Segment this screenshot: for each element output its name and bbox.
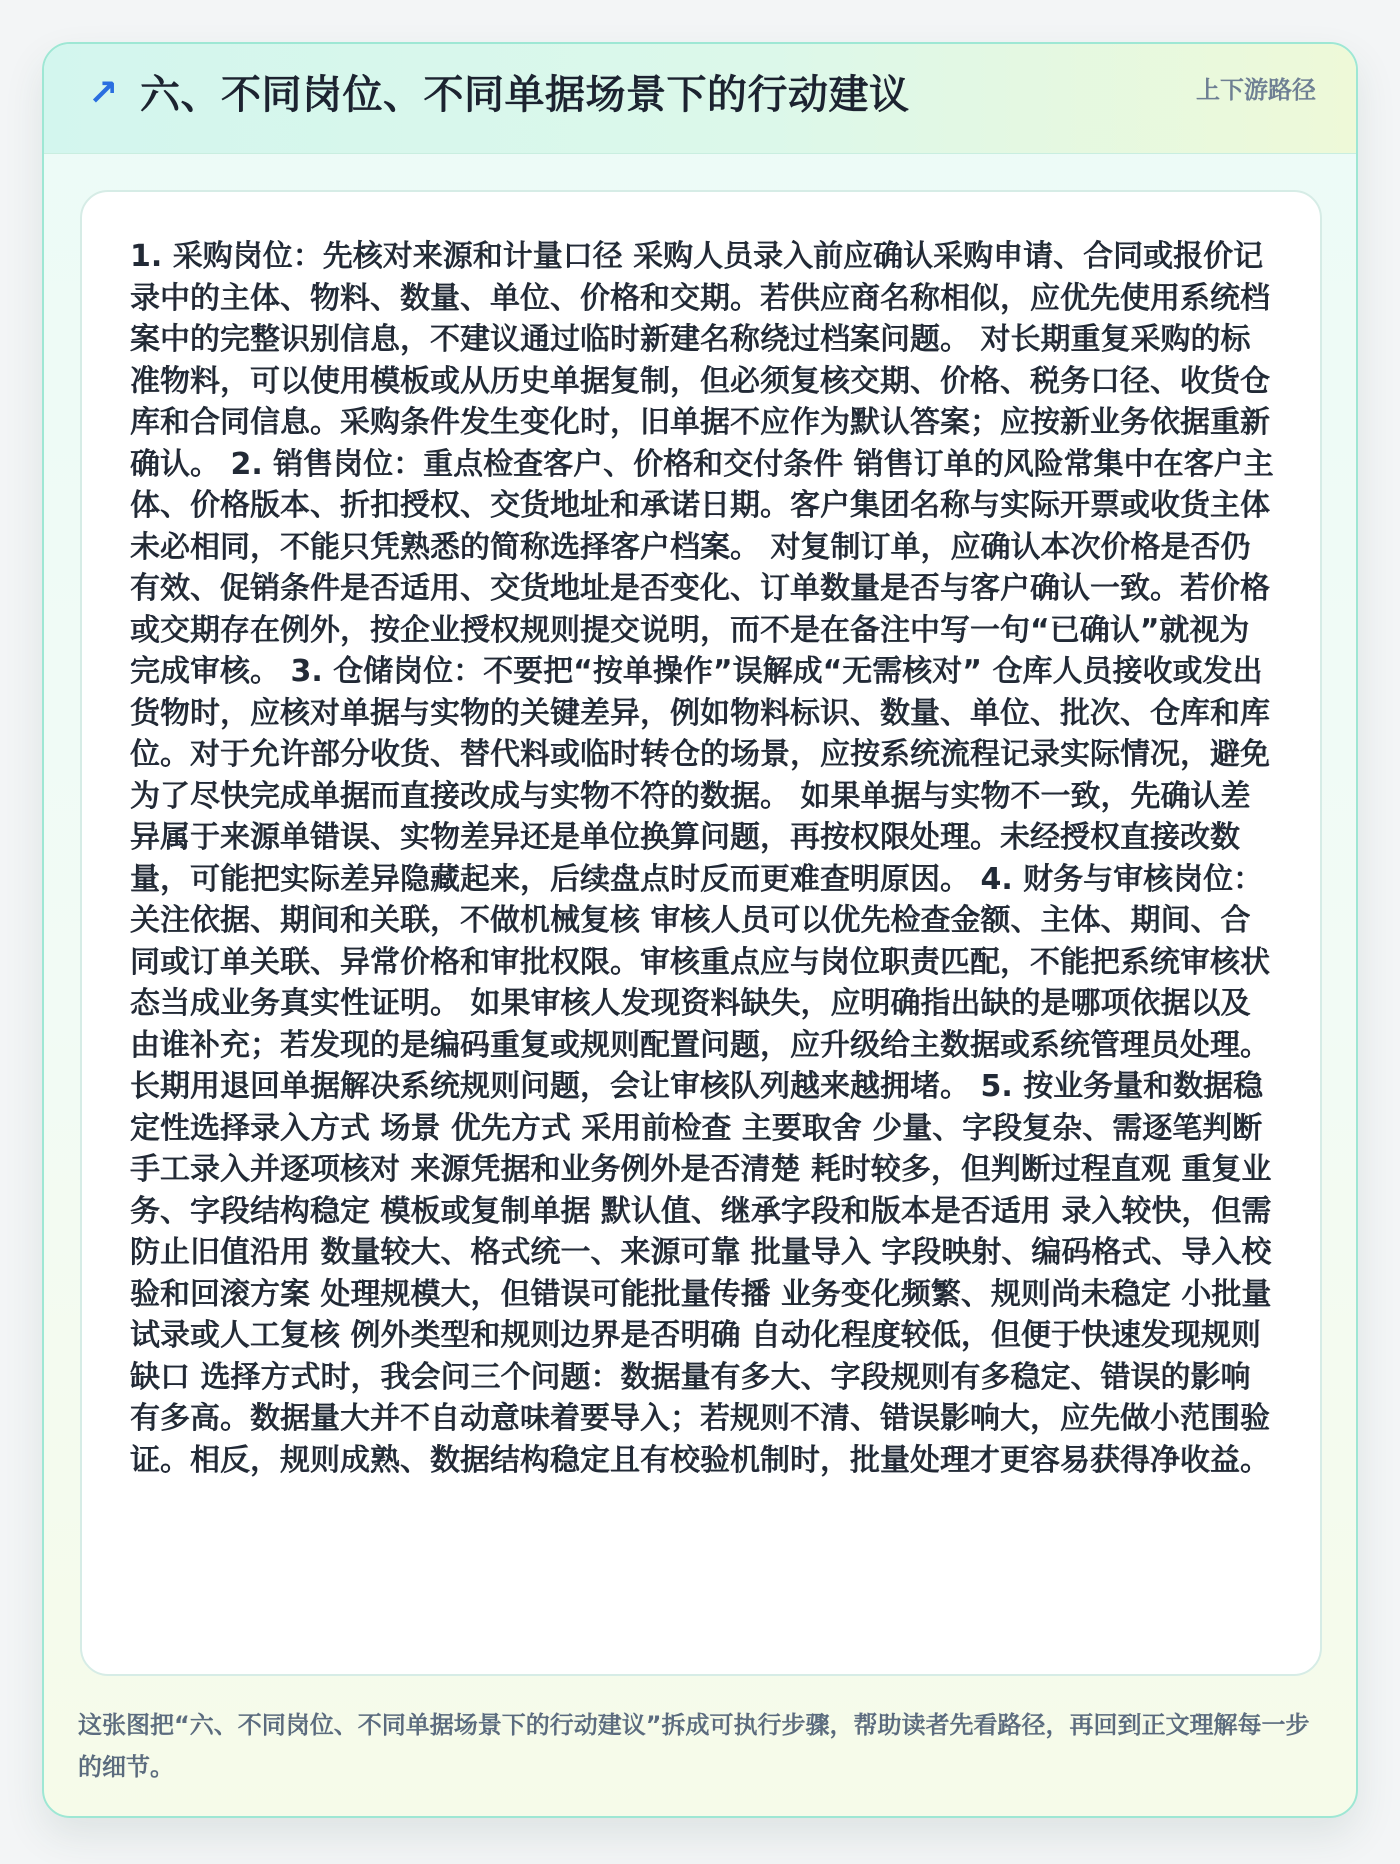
body-text: 1. 采购岗位：先核对来源和计量口径 采购人员录入前应确认采购申请、合同或报价记录中的主体、物料、数量、单位、价格和交期。若供应商名称相似，应优先使用系统档案中的完整识别信息，不建议通过临时新建名称绕过档案问题。 对长期重复采购的标准物料，可以使用模板或从历史单据复制，但必须复核交期、价格、税务口径、收货仓库和合同信息。采购条件发生变化时，旧单据不应作为默认答案；应按新业务依据重新确认。 2. 销售岗位：重点检查客户、价格和交付条件 销售订单的风险常集中在客户主体、价格版本、折扣授权、交货地址和承诺日期。客户集团名称与实际开票或收货主体未必相同，不能只凭熟悉的简称选择客户档案。 对复制订单，应确认本次价格是否仍有效、促销条件是否适用、交货地址是否变化、订单数量是否与客户确认一致。若价格或交期存在例外，按企业授权规则提交说明，而不是在备注中写一句“已确认”就视为完成审核。 3. 仓储岗位：不要把“按单操作”误解成“无需核对” 仓库人员接收或发出货物时，应核对单据与实物的关键差异，例如物料标识、数量、单位、批次、仓库和库位。对于允许部分收货、替代料或临时转仓的场景，应按系统流程记录实际情况，避免为了尽快完成单据而直接改成与实物不符的数据。 如果单据与实物不一致，先确认差异属于来源单错误、实物差异还是单位换算问题，再按权限处理。未经授权直接改数量，可能把实际差异隐藏起来，后续盘点时反而更难查明原因。 4. 财务与审核岗位：关注依据、期间和关联，不做机械复核 审核人员可以优先检查金额、主体、期间、合同或订单关联、异常价格和审批权限。审核重点应与岗位职责匹配，不能把系统审核状态当成业务真实性证明。 如果审核人发现资料缺失，应明确指出缺的是哪项依据以及由谁补充；若发现的是编码重复或规则配置问题，应升级给主数据或系统管理员处理。长期用退回单据解决系统规则问题，会让审核队列越来越拥堵。 5. 按业务量和数据稳定性选择录入方式 场景 优先方式 采用前检查 主要取舍 少量、字段复杂、需逐笔判断 手工录入并逐项核对 来源凭据和业务例外是否清楚 耗时较多，但判断过程直观 重复业务、字段结构稳定 模板或复制单据 默认值、继承字段和版本是否适用 录入较快，但需防止旧值沿用 数量较大、格式统一、来源可靠 批量导入 字段映射、编码格式、导入校验和回滚方案 处理规模大，但错误可能批量传播 业务变化频繁、规则尚未稳定 小批量试录或人工复核 例外类型和规则边界是否明确 自动化程度较低，但便于快速发现规则缺口 选择方式时，我会问三个问题：数据量有多大、字段规则有多稳定、错误的影响有多高。数据量大并不自动意味着要导入；若规则不清、错误影响大，应先做小范围验证。相反，规则成熟、数据结构稳定且有校验机制时，批量处理才更容易获得净收益。 [130,239,1274,1478]
card-header [44,44,1356,154]
arrow-up-right-icon: ↗ [88,73,119,114]
content-panel [80,190,1322,1676]
article-card [42,42,1358,1818]
page-title: 六、不同岗位、不同单据场景下的行动建议 [140,72,910,118]
figure-caption: 这张图把“六、不同岗位、不同单据场景下的行动建议”拆成可执行步骤，帮助读者先看路径，再回到正文理解每一步的细节。 [78,1711,1310,1781]
header-tag: 上下游路径 [1196,76,1316,104]
